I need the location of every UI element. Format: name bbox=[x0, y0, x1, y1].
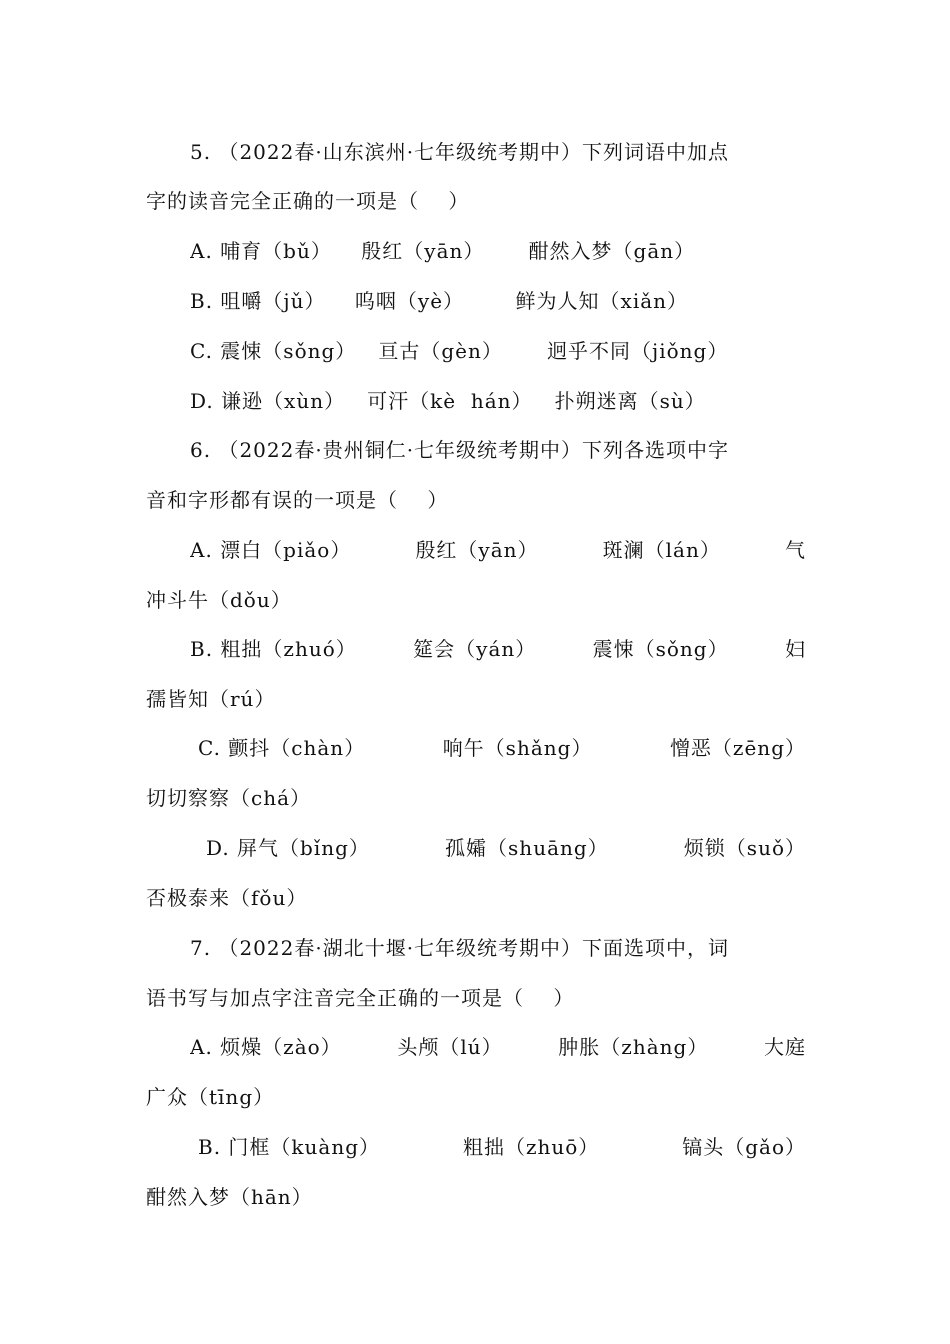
q6-option-a-part3: 斑澜（lán） bbox=[602, 538, 721, 562]
q5-option-b: B. 咀嚼（jǔ） 呜咽（yè） 鲜为人知（xiǎn） bbox=[190, 289, 689, 313]
q7-option-b-part1: B. 门框（kuàng） bbox=[198, 1135, 381, 1159]
q6-option-d-part2: 孤孀（shuāng） bbox=[445, 836, 609, 860]
q6-option-a-part2: 殷红（yān） bbox=[415, 538, 539, 562]
q6-option-a-part1: A. 漂白（piǎo） bbox=[190, 538, 352, 562]
q6-option-b-part1: B. 粗拙（zhuó） bbox=[190, 637, 357, 661]
q7-option-a bbox=[190, 1030, 806, 1064]
q5-option-c: C. 震悚（sǒng） 亘古（gèn） 迥乎不同（jiǒng） bbox=[190, 339, 729, 363]
q6-option-d-part3: 烦锁（suǒ） bbox=[683, 836, 806, 860]
q5-stem-line2: 字的读音完全正确的一项是（ ） bbox=[146, 189, 470, 213]
q5-stem-line1: 5. （2022春·山东滨州·七年级统考期中）下列词语中加点 bbox=[190, 140, 730, 164]
q6-stem-line1: 6. （2022春·贵州铜仁·七年级统考期中）下列各选项中字 bbox=[190, 438, 730, 462]
q6-option-b-part2: 筵会（yán） bbox=[413, 637, 537, 661]
q6-stem-line2: 音和字形都有误的一项是（ ） bbox=[146, 488, 449, 512]
q7-option-a-part3: 肿胀（zhàng） bbox=[558, 1035, 709, 1059]
q6-option-a-cont: 冲斗牛（dǒu） bbox=[146, 588, 292, 612]
q6-option-c-part3: 憎恶（zēng） bbox=[669, 736, 806, 760]
q5-option-d: D. 谦逊（xùn） 可汗（kè hán） 扑朔迷离（sù） bbox=[190, 389, 706, 413]
q7-option-b-part2: 粗拙（zhuō） bbox=[462, 1135, 600, 1159]
q6-option-b bbox=[190, 632, 806, 666]
q7-option-a-part4: 大庭 bbox=[764, 1035, 806, 1059]
q7-option-b-part3: 镐头（gǎo） bbox=[682, 1135, 806, 1159]
q7-option-a-part1: A. 烦燥（zào） bbox=[190, 1035, 342, 1059]
q7-stem-line1: 7. （2022春·湖北十堰·七年级统考期中）下面选项中，词 bbox=[190, 936, 730, 960]
q6-option-c-part2: 响午（shǎng） bbox=[442, 736, 593, 760]
q6-option-c bbox=[198, 731, 806, 765]
q7-option-b-cont: 酣然入梦（hān） bbox=[146, 1185, 313, 1209]
q6-option-b-part3: 震悚（sǒng） bbox=[592, 637, 729, 661]
q6-option-d bbox=[206, 831, 806, 865]
q7-option-a-cont: 广众（tīng） bbox=[146, 1085, 275, 1109]
q6-option-c-cont: 切切察察（chá） bbox=[146, 786, 312, 810]
q6-option-b-part4: 妇 bbox=[785, 637, 806, 661]
q6-option-a bbox=[190, 533, 806, 567]
q7-option-b bbox=[198, 1130, 806, 1164]
q6-option-d-cont: 否极泰来（fǒu） bbox=[146, 886, 308, 910]
q7-stem-line2: 语书写与加点字注音完全正确的一项是（ ） bbox=[146, 986, 575, 1010]
q6-option-d-part1: D. 屏气（bǐng） bbox=[206, 836, 370, 860]
q5-option-a: A. 哺育（bǔ） 殷红（yān） 酣然入梦（gān） bbox=[190, 239, 696, 263]
q7-option-a-part2: 头颅（lú） bbox=[397, 1035, 503, 1059]
q6-option-c-part1: C. 颤抖（chàn） bbox=[198, 736, 366, 760]
q6-option-a-part4: 气 bbox=[784, 538, 806, 562]
q6-option-b-cont: 孺皆知（rú） bbox=[146, 687, 276, 711]
